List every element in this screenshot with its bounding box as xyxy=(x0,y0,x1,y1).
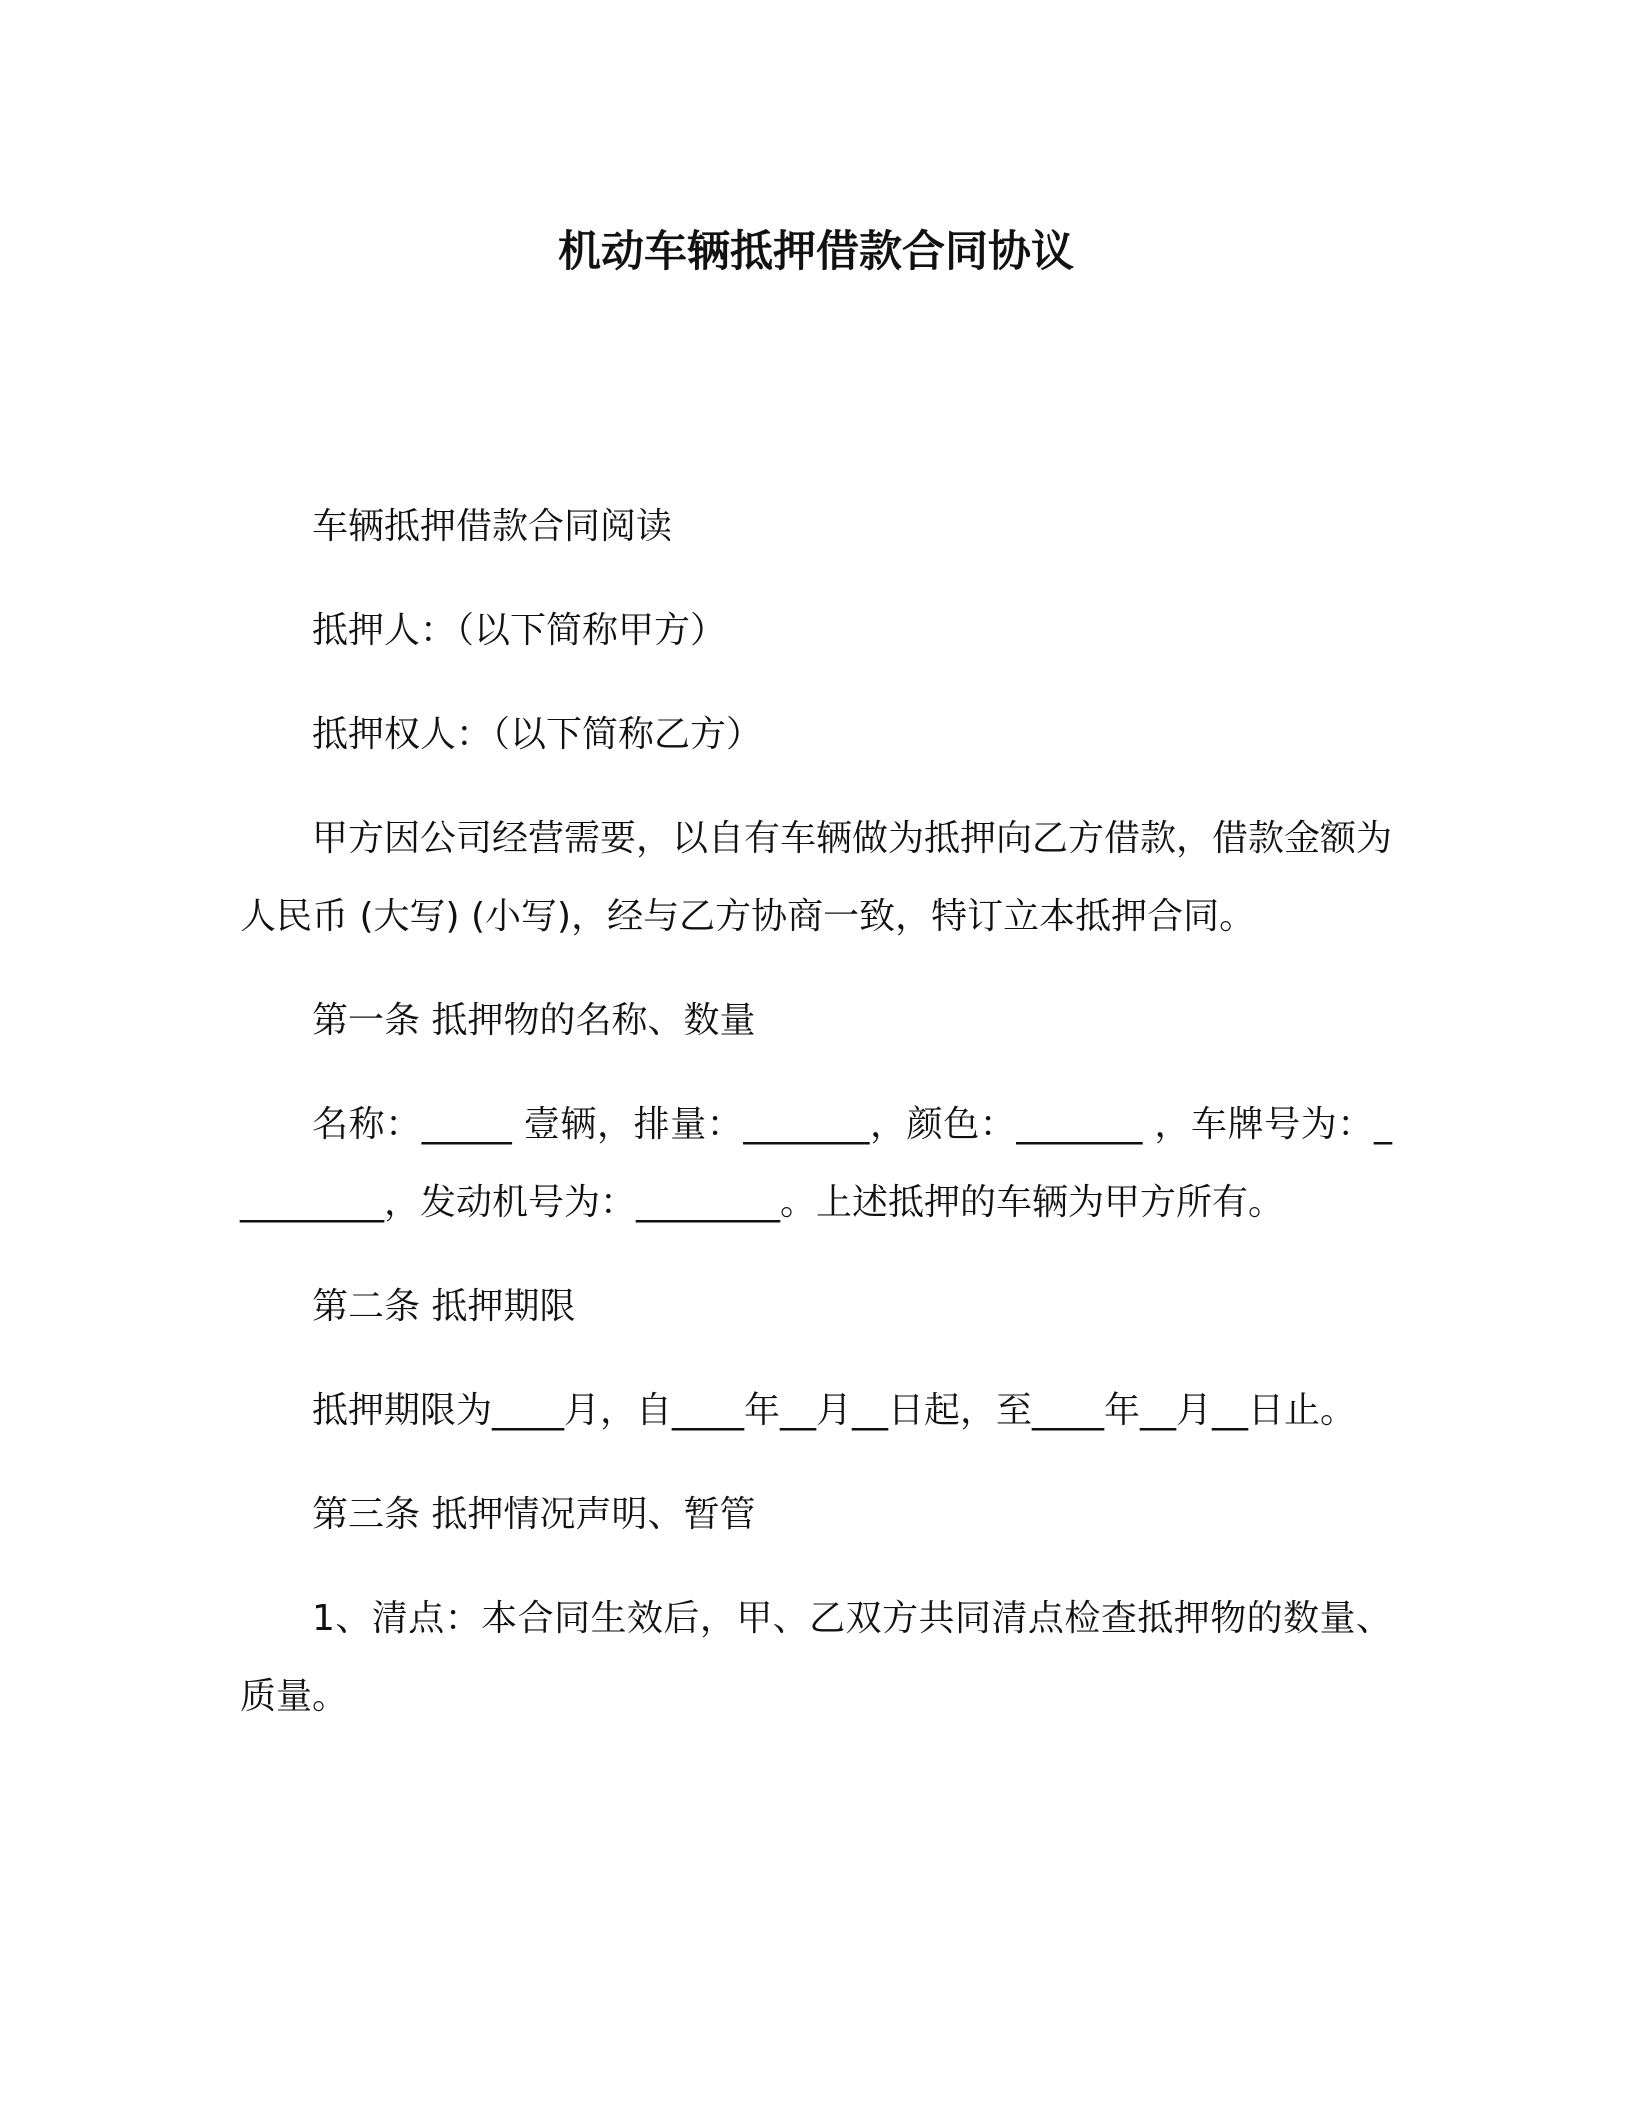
paragraph-term: 抵押期限为____月，自____年__月__日起，至____年__月__日止。 xyxy=(312,1390,1357,1431)
document-title: 机动车辆抵押借款合同协议 xyxy=(558,227,1074,277)
article-2-heading: 第二条 抵押期限 xyxy=(312,1286,576,1327)
paragraph-mortgagor: 抵押人：（以下简称甲方） xyxy=(312,610,727,651)
paragraph-vehicle-details: 名称：_____ 壹辆，排量：_______，颜色：_______ ，车牌号为：_________，发动机号为：________。上述抵押的车辆为甲方所有。 xyxy=(240,1104,1392,1223)
document-body xyxy=(240,488,1392,1762)
article-3-heading: 第三条 抵押情况声明、暂管 xyxy=(312,1494,756,1535)
paragraph-subtitle: 车辆抵押借款合同阅读 xyxy=(312,506,673,547)
paragraph-purpose: 甲方因公司经营需要，以自有车辆做为抵押向乙方借款，借款金额为人民币 (大写) (小写)，经与乙方协商一致，特订立本抵押合同。 xyxy=(240,818,1393,937)
paragraph-inventory: 1、清点：本合同生效后，甲、乙双方共同清点检查抵押物的数量、质量。 xyxy=(240,1598,1392,1717)
paragraph-mortgagee: 抵押权人：（以下简称乙方） xyxy=(312,714,763,755)
article-1-heading: 第一条 抵押物的名称、数量 xyxy=(312,1000,756,1041)
